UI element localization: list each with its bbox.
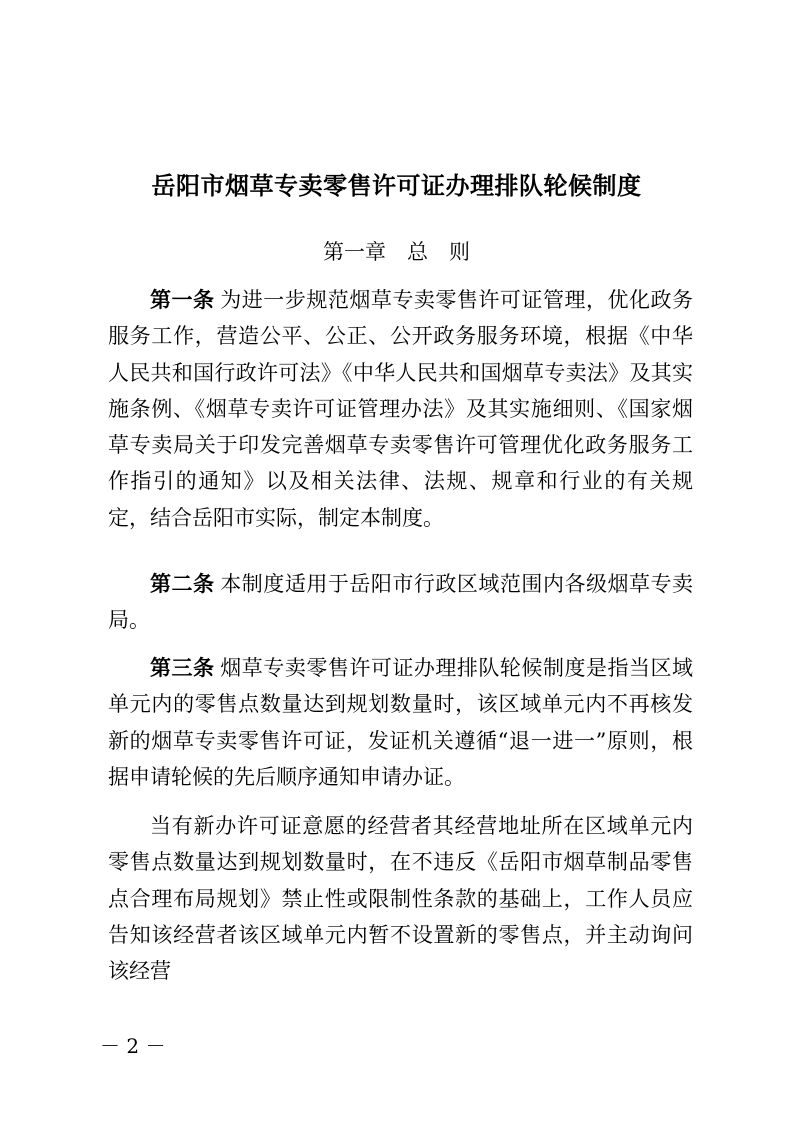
- article-1-lead: 第一条: [150, 288, 215, 312]
- page-number: － 2 －: [100, 1034, 166, 1058]
- document-title: 岳阳市烟草专卖零售许可证办理排队轮候制度: [151, 171, 642, 201]
- article-2: [108, 566, 693, 639]
- article-1: [108, 282, 693, 536]
- article-2-lead: 第二条: [150, 572, 215, 596]
- paragraph-4: 当有新办许可证意愿的经营者其经营地址所在区域单元内零售点数量达到规划数量时，在不违反《岳阳市烟草制品零售点合理布局规划》禁止性或限制性条款的基础上，工作人员应告知该经营者该区域单元内暂不设置新的零售点，并主动询问该经营: [108, 814, 693, 984]
- article-3-text: 烟草专卖零售许可证办理排队轮候制度是指当区域单元内的零售点数量达到规划数量时，该区域单元内不再核发新的烟草专卖零售许可证，发证机关遵循“退一进一”原则，根据申请轮候的先后顺序通知申请办证。: [108, 656, 693, 789]
- chapter-heading: 第一章 总 则: [323, 240, 470, 264]
- article-1-text: 为进一步规范烟草专卖零售许可证管理，优化政务服务工作，营造公平、公正、公开政务服务环境，根据《中华人民共和国行政许可法》《中华人民共和国烟草专卖法》及其实施条例、《烟草专卖许可证管理办法》及其实施细则、《国家烟草专卖局关于印发完善烟草专卖零售许可管理优化政务服务工作指引的通知》以及相关法律、法规、规章和行业的有关规定，结合岳阳市实际，制定本制度。: [108, 288, 693, 530]
- article-3: [108, 650, 693, 795]
- article-2-text: 本制度适用于岳阳市行政区域范围内各级烟草专卖局。: [108, 572, 693, 633]
- article-3-lead: 第三条: [150, 656, 215, 680]
